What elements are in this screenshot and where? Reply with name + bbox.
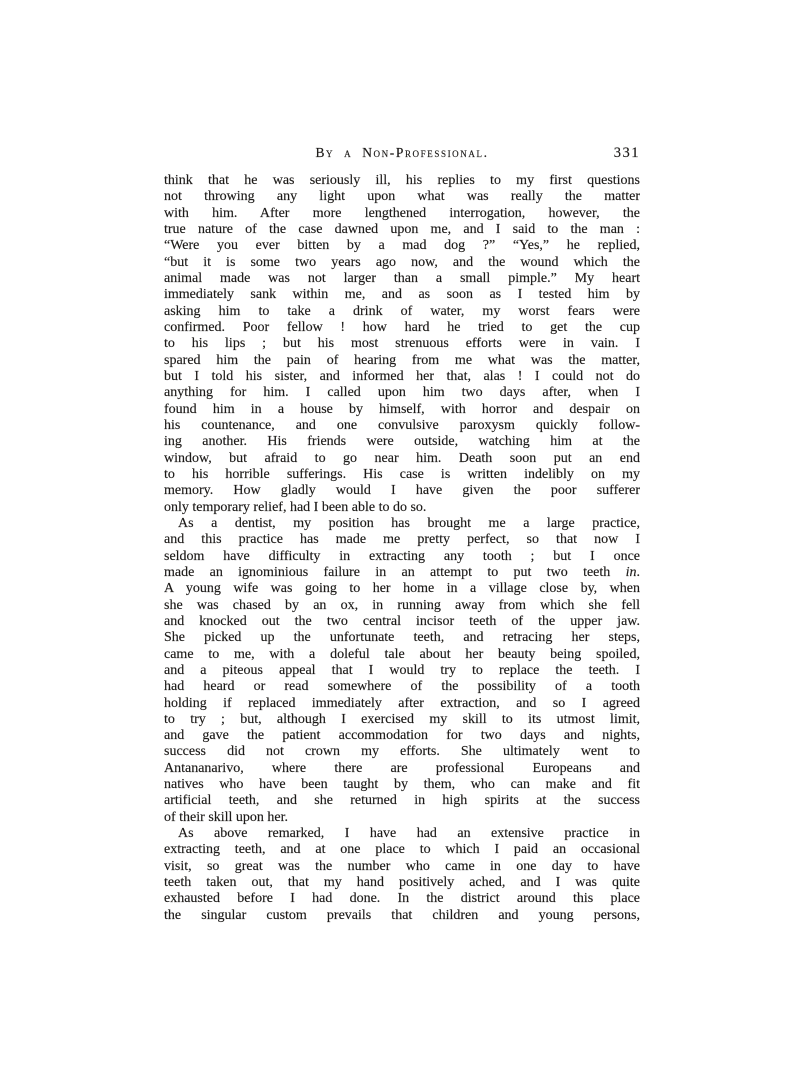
italic-text: in — [625, 564, 637, 580]
paragraph — [164, 826, 640, 924]
text-line: think that he was seriously ill, his replies to my first questions — [164, 173, 640, 188]
text-line: had heard or read somewhere of the possibility of a tooth — [164, 679, 640, 695]
text-line: came to me, with a doleful tale about her beauty being spoiled, — [164, 646, 640, 662]
text-line: with him. After more lengthened interrogation, however, the — [164, 205, 640, 221]
text-line: and knocked out the two central incisor teeth of the upper jaw. — [164, 613, 640, 629]
text-line: Antananarivo, where there are professional Europeans and — [164, 760, 640, 776]
text-line: memory. How gladly would I have given the poor sufferer — [164, 483, 640, 499]
text-line: to his lips ; but his most strenuous efforts were in vain. I — [164, 336, 640, 352]
text-line: confirmed. Poor fellow ! how hard he tried to get the cup — [164, 319, 640, 335]
text-line: asking him to take a drink of water, my worst fears were — [164, 303, 640, 319]
text-line: but I told his sister, and informed her that, alas ! I could not do — [164, 368, 640, 384]
text-line: the singular custom prevails that children and young persons, — [164, 907, 640, 923]
text-line: extracting teeth, and at one place to which I paid an occasional — [164, 842, 640, 858]
text-line: and a piteous appeal that I would try to replace the teeth. I — [164, 662, 640, 678]
text-line: natives who have been taught by them, who can make and fit — [164, 777, 640, 793]
text-line: only temporary relief, had I been able to do so. — [164, 499, 427, 515]
text-line: visit, so great was the number who came in one day to have — [164, 858, 640, 874]
text-line: As above remarked, I have had an extensive practice in — [178, 826, 640, 842]
text-line: of their skill upon her. — [164, 809, 289, 825]
text-segment: . — [636, 564, 640, 580]
text-line: not throwing any light upon what was really the matter — [164, 189, 640, 205]
text-segment: made an ignominious failure in an attempt to put two teeth — [164, 564, 626, 580]
paragraph — [164, 173, 640, 516]
text-line: immediately sank within me, and as soon as I tested him by — [164, 287, 640, 303]
text-line: to try ; but, although I exercised my skill to its utmost limit, — [164, 711, 640, 727]
running-header-title: By a Non-Professional. — [315, 145, 489, 160]
text-line: “Were you ever bitten by a mad dog ?” “Yes,” he replied, — [164, 238, 640, 254]
paragraph — [164, 516, 640, 826]
text-line: holding if replaced immediately after extraction, and so I agreed — [164, 695, 640, 711]
text-line: “but it is some two years ago now, and the wound which the — [164, 254, 640, 270]
text-line: and gave the patient accommodation for two days and nights, — [164, 728, 640, 744]
text-line: ing another. His friends were outside, watching him at the — [164, 434, 640, 450]
text-line: anything for him. I called upon him two days after, when I — [164, 385, 640, 401]
text-line: she was chased by an ox, in running away from which she fell — [164, 597, 640, 613]
text-line: seldom have difficulty in extracting any tooth ; but I once — [164, 548, 640, 564]
text-line: As a dentist, my position has brought me a large practice, — [178, 515, 640, 531]
text-line: true nature of the case dawned upon me, and I said to the man : — [164, 221, 640, 237]
text-line: found him in a house by himself, with horror and despair on — [164, 401, 640, 417]
text-line: spared him the pain of hearing from me what was the matter, — [164, 352, 640, 368]
page-number: 331 — [613, 145, 640, 161]
text-line: his countenance, and one convulsive paroxysm quickly follow- — [164, 417, 640, 433]
text-line — [164, 565, 640, 581]
text-line: A young wife was going to her home in a village close by, when — [164, 581, 640, 597]
text-line: to his horrible sufferings. His case is written indelibly on my — [164, 466, 640, 482]
text-line: and this practice has made me pretty perfect, so that now I — [164, 532, 640, 548]
running-header — [164, 144, 640, 162]
text-line: teeth taken out, that my hand positively ached, and I was quite — [164, 875, 640, 891]
text-line: success did not crown my efforts. She ultimately went to — [164, 744, 640, 760]
text-line: window, but afraid to go near him. Death soon put an end — [164, 450, 640, 466]
text-line: artificial teeth, and she returned in high spirits at the success — [164, 793, 640, 809]
text-block — [164, 173, 640, 924]
text-line: animal made was not larger than a small pimple.” My heart — [164, 270, 640, 286]
text-line: She picked up the unfortunate teeth, and retracing her steps, — [164, 630, 640, 646]
text-line: exhausted before I had done. In the district around this place — [164, 891, 640, 907]
